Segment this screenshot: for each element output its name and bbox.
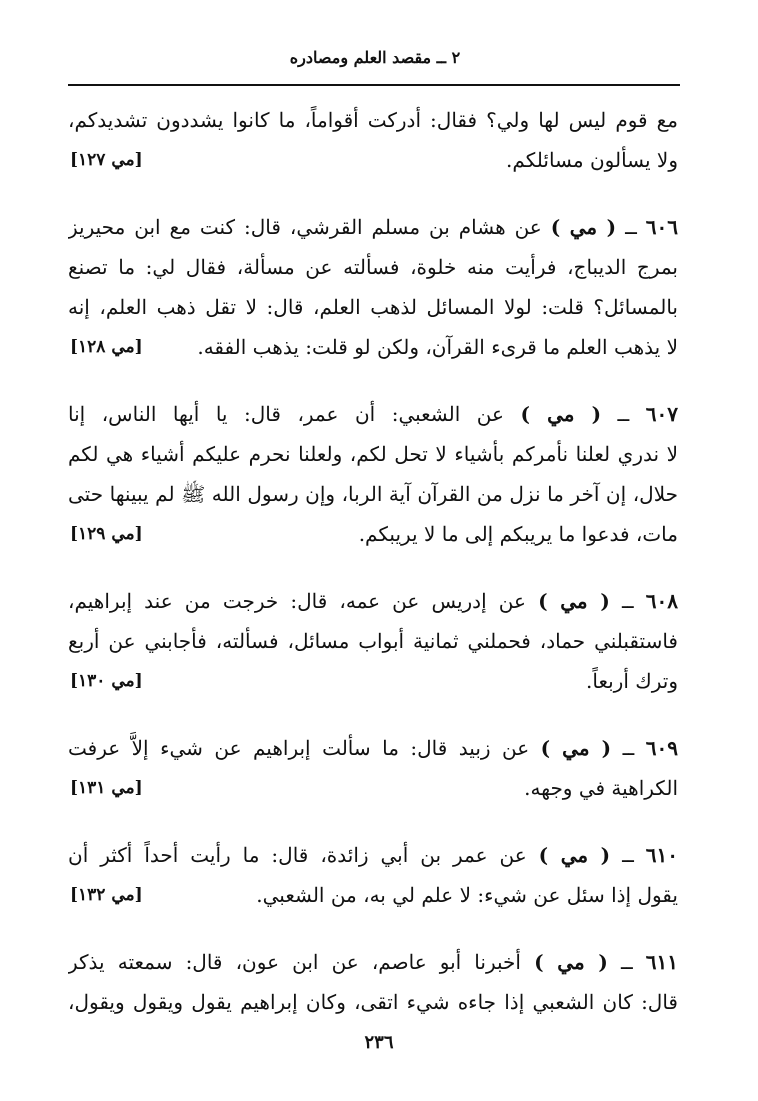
hadith-entry-608 [68,581,678,701]
source-abbrev: ( مي ) [540,736,612,760]
text-line: ٦٠٧ ــ ( مي ) عن الشعبي: أن عمر، قال: يا أيها الناس، إنا [68,402,678,426]
source-reference: [مي ١٢٩] [70,524,143,544]
text-line: الكراهية في وجهه. [مي ١٣١] [68,768,678,808]
running-header: ٢ ــ مقصد العلم ومصادره [289,48,461,67]
source-abbrev: ( مي ) [550,215,617,239]
hadith-entry-606 [68,207,678,367]
entry-number: ٦٠٩ [645,736,678,760]
page-number: ٢٣٦ [364,1032,394,1053]
hadith-entry-609 [68,728,678,808]
text-line: وترك أربعاً. [مي ١٣٠] [68,661,678,701]
entry-number: ٦١١ [645,950,678,974]
header-rule [68,84,680,86]
text-line: ٦٠٩ ــ ( مي ) عن زبيد قال: ما سألت إبراهيم عن شيء إلاَّ عرفت [68,736,678,760]
entry-number: ٦٠٦ [645,215,678,239]
text-line: قال: كان الشعبي إذا جاءه شيء اتقى، وكان إبراهيم يقول ويقول ويقول، [68,990,678,1014]
entry-number: ٦٠٨ [645,589,678,613]
text-line: يقول إذا سئل عن شيء: لا علم لي به، من الشعبي. [مي ١٣٢] [68,875,678,915]
text-line: بالمسائل؟ قلت: لولا المسائل لذهب العلم، قال: لا تقل ذهب العلم، إنه [68,295,678,319]
text-line: بمرج الديباج، فرأيت منه خلوة، فسألته عن مسألة، فقال لي: ما تصنع [68,255,678,279]
source-abbrev: ( مي ) [520,402,602,426]
text-line: ٦٠٦ ــ ( مي ) عن هشام بن مسلم القرشي، قال: كنت مع ابن محيريز [68,215,678,239]
source-abbrev: ( مي ) [538,589,610,613]
source-reference: [مي ١٣١] [70,778,143,798]
entry-number: ٦١٠ [645,843,678,867]
text-line: لا ندري لعلنا نأمركم بأشياء لا تحل لكم، ولعلنا نحرم عليكم أشياء هي لكم [68,442,678,466]
text-line: ٦٠٨ ــ ( مي ) عن إدريس عن عمه، قال: خرجت من عند إبراهيم، [68,589,678,613]
entry-number: ٦٠٧ [645,402,678,426]
page-body [68,100,678,1049]
source-abbrev: ( مي ) [534,950,608,974]
text-line: فاستقبلني حماد، فحملني ثمانية أبواب مسائل، فسألته، فأجابني عن أربع [68,629,678,653]
source-reference: [مي ١٣٠] [70,671,143,691]
text-line: مات، فدعوا ما يريبكم إلى ما لا يريبكم. [مي ١٢٩] [68,514,678,554]
text-line: لا يذهب العلم ما قرىء القرآن، ولكن لو قلت: يذهب الفقه. [مي ١٢٨] [68,327,678,367]
text-line: ٦١٠ ــ ( مي ) عن عمر بن أبي زائدة، قال: ما رأيت أحداً أكثر أن [68,843,678,867]
hadith-entry-610 [68,835,678,915]
text-line: ٦١١ ــ ( مي ) أخبرنا أبو عاصم، عن ابن عون، قال: سمعته يذكر [68,950,678,974]
source-abbrev: ( مي ) [538,843,611,867]
hadith-entry-607 [68,394,678,554]
source-reference: [مي ١٢٨] [70,337,143,357]
hadith-entry-611 [68,942,678,1022]
source-reference: [مي ١٣٢] [70,885,143,905]
source-reference: [مي ١٢٧] [70,150,143,170]
text-line: حلال، إن آخر ما نزل من القرآن آية الربا، وإن رسول الله ﷺ لم يبينها حتى [68,482,678,506]
text-line: ولا يسألون مسائلكم. [مي ١٢٧] [68,140,678,180]
hadith-entry-continued [68,100,678,180]
text-line: مع قوم ليس لها ولي؟ فقال: أدركت أقواماً، ما كانوا يشددون تشديدكم، [68,108,678,132]
